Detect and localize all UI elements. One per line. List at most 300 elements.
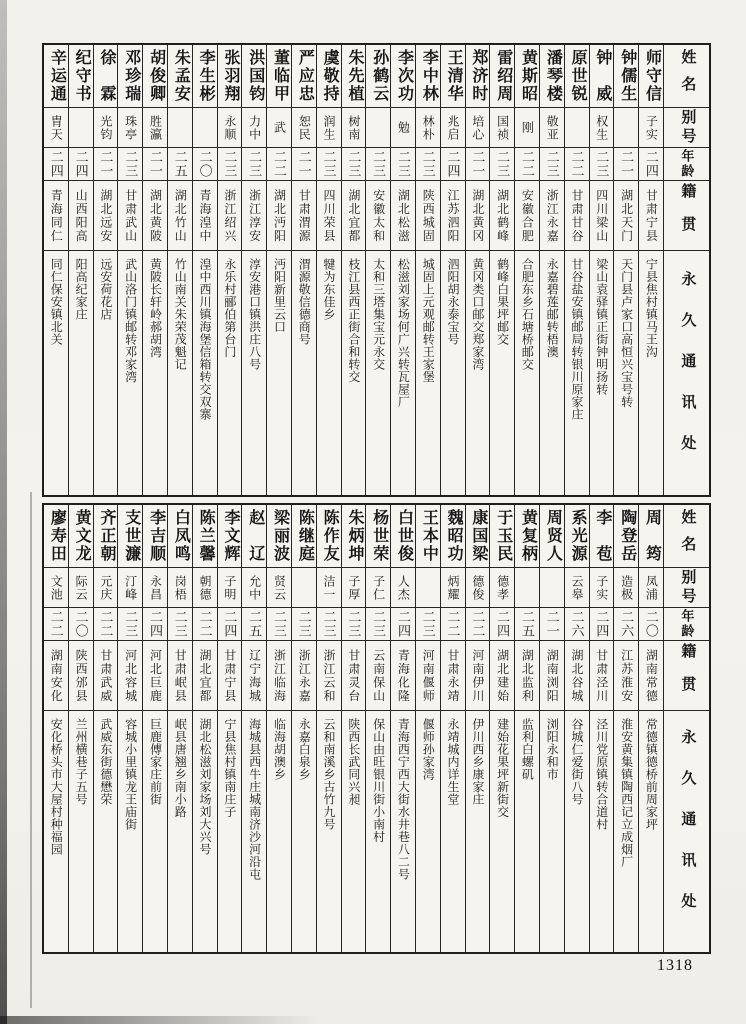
header-address xyxy=(664,711,709,952)
person-age xyxy=(540,608,564,641)
person-name xyxy=(590,45,614,108)
person-address-text: 宁县焦村镇南庄子 xyxy=(222,718,237,818)
person-name xyxy=(614,45,638,108)
person-name xyxy=(565,45,589,108)
person-alias xyxy=(639,568,663,608)
person-native-place-text: 河北容城 xyxy=(123,648,138,703)
person-age xyxy=(143,148,167,181)
person-address-text: 保山由旺银川街小南村 xyxy=(371,718,386,843)
person-address xyxy=(94,711,118,952)
person-address-text: 偃师孙家湾 xyxy=(421,718,436,781)
person-address xyxy=(614,251,638,495)
person-alias-text: 武 xyxy=(272,121,287,134)
person-alias xyxy=(342,108,366,148)
person-name-text: 陈继庭 xyxy=(296,509,314,563)
header-address xyxy=(664,251,709,495)
person-age-text: 二〇 xyxy=(643,610,659,638)
person-native-place xyxy=(44,181,68,251)
person-native-place xyxy=(490,181,514,251)
person-age xyxy=(416,608,440,641)
person-age xyxy=(342,608,366,641)
person-native-place-text: 湖北鹤峰 xyxy=(495,188,510,243)
person-alias xyxy=(193,108,217,148)
person-native-place-text: 甘肃武山 xyxy=(123,188,138,243)
person-address-text: 建始花果坪新街交 xyxy=(495,718,510,818)
person-column xyxy=(514,505,539,952)
person-age xyxy=(466,608,490,641)
person-alias xyxy=(143,568,167,608)
person-alias xyxy=(118,108,142,148)
person-address-text: 伊川西乡康家庄 xyxy=(470,718,485,806)
person-age-text: 二五 xyxy=(519,610,535,638)
header-column xyxy=(663,45,709,495)
person-address xyxy=(118,711,142,952)
person-name xyxy=(193,505,217,568)
person-age xyxy=(366,608,390,641)
person-alias xyxy=(416,108,440,148)
person-age xyxy=(391,608,415,641)
person-name-text: 董临甲 xyxy=(271,49,289,103)
person-name xyxy=(168,45,192,108)
person-column xyxy=(68,505,93,952)
person-column xyxy=(68,45,93,495)
person-age xyxy=(590,148,614,181)
header-native-place xyxy=(664,181,709,251)
person-address-text: 远安荷花店 xyxy=(98,258,113,321)
person-native-place-text: 浙江绍兴 xyxy=(222,188,237,243)
person-native-place xyxy=(366,641,390,711)
person-native-place xyxy=(317,181,341,251)
person-alias xyxy=(242,568,266,608)
person-native-place-text: 山西阳高 xyxy=(74,188,89,243)
person-address xyxy=(317,711,341,952)
person-address-text: 武山洛门镇邮转邓家湾 xyxy=(123,258,138,383)
scan-shadow-left-edge xyxy=(0,0,7,1024)
person-column xyxy=(341,45,366,495)
person-native-place-text: 陕西邠县 xyxy=(74,648,89,703)
person-address-text: 松滋刘家场何广兴转瓦屋厂 xyxy=(396,258,411,408)
person-address xyxy=(416,251,440,495)
person-column xyxy=(44,505,68,952)
person-age xyxy=(614,608,638,641)
person-alias-text: 子实 xyxy=(594,574,609,601)
person-name-text: 潘琴楼 xyxy=(544,49,562,103)
person-native-place xyxy=(614,181,638,251)
person-name xyxy=(466,45,490,108)
person-column xyxy=(266,505,291,952)
person-alias-text: 际云 xyxy=(74,574,89,601)
person-address xyxy=(218,251,242,495)
person-native-place-text: 陕西城固 xyxy=(421,188,436,243)
person-name-text: 白凤鸣 xyxy=(172,509,190,563)
person-alias-text: 凤浦 xyxy=(644,574,659,601)
person-column xyxy=(167,505,192,952)
person-native-place xyxy=(540,181,564,251)
person-native-place xyxy=(416,181,440,251)
person-column xyxy=(539,45,564,495)
person-address xyxy=(143,711,167,952)
person-alias xyxy=(565,108,589,148)
header-address-label: 永久通讯处 xyxy=(679,729,696,934)
person-address-text: 枝江县西正街合和转交 xyxy=(346,258,361,383)
person-address-text: 泾川党原镇转合道村 xyxy=(594,718,609,831)
person-name-text: 郑济时 xyxy=(469,49,487,103)
person-column xyxy=(440,45,465,495)
person-alias-text: 造极 xyxy=(619,574,634,601)
person-name xyxy=(94,45,118,108)
person-name-text: 张羽翔 xyxy=(221,49,239,103)
person-column xyxy=(613,505,638,952)
person-alias xyxy=(317,568,341,608)
person-address xyxy=(267,251,291,495)
person-column xyxy=(217,45,242,495)
person-address-text: 海城县西牛庄城南济沙河沿屯 xyxy=(247,718,262,881)
person-native-place-text: 河南偃师 xyxy=(421,648,436,703)
person-age-text: 二一 xyxy=(544,610,560,638)
scan-fold-line xyxy=(30,492,32,1008)
person-column xyxy=(589,505,614,952)
person-alias-text: 润生 xyxy=(322,114,337,141)
person-address-text: 淳安港口镇洪庄八号 xyxy=(247,258,262,371)
person-alias-text: 光钧 xyxy=(98,114,113,141)
person-name xyxy=(168,505,192,568)
person-alias xyxy=(590,568,614,608)
person-age-text: 二三 xyxy=(123,610,139,638)
person-age-text: 二三 xyxy=(420,610,436,638)
person-alias xyxy=(143,108,167,148)
person-native-place-text: 湖北沔阳 xyxy=(272,188,287,243)
person-name-text: 杨世荣 xyxy=(370,509,388,563)
person-name xyxy=(515,45,539,108)
person-name-text: 辛运通 xyxy=(48,49,66,103)
person-age-text: 二二 xyxy=(48,610,64,638)
person-age-text: 二四 xyxy=(73,150,89,178)
person-column xyxy=(415,45,440,495)
person-name-text: 雷绍周 xyxy=(494,49,512,103)
person-native-place-text: 青海化隆 xyxy=(396,648,411,703)
person-name xyxy=(267,505,291,568)
person-column xyxy=(365,45,390,495)
person-column xyxy=(465,45,490,495)
person-address xyxy=(540,251,564,495)
person-name-text: 陈作友 xyxy=(321,509,339,563)
person-native-place xyxy=(342,181,366,251)
person-column xyxy=(142,505,167,952)
person-name-text: 朱炳坤 xyxy=(345,509,363,563)
person-address-text: 城固上元观邮转王家堡 xyxy=(421,258,436,383)
person-address xyxy=(441,711,465,952)
person-address xyxy=(143,251,167,495)
person-age xyxy=(69,148,93,181)
person-native-place-text: 湖南安化 xyxy=(49,648,64,703)
page-number: 1318 xyxy=(657,957,693,974)
person-name-text: 陶登岳 xyxy=(618,509,636,563)
person-age-text: 二〇 xyxy=(73,610,89,638)
header-native-place-label: 籍贯 xyxy=(679,182,696,249)
person-alias-text: 允中 xyxy=(247,574,262,601)
person-alias xyxy=(416,568,440,608)
person-address-text: 合肥东乡石塘桥邮交 xyxy=(520,258,535,371)
person-column xyxy=(192,45,217,495)
person-age-text: 二三 xyxy=(247,150,263,178)
person-alias-text: 朝德 xyxy=(198,574,213,601)
person-address-text: 青海西宁西大街水井巷八二号 xyxy=(396,718,411,881)
person-address-text: 浏阳永和市 xyxy=(545,718,560,781)
person-name-text: 李文辉 xyxy=(221,509,239,563)
person-address-text: 容城小里镇龙王庙街 xyxy=(123,718,138,831)
person-alias-text: 林朴 xyxy=(421,114,436,141)
person-column xyxy=(316,505,341,952)
person-native-place xyxy=(193,181,217,251)
person-alias xyxy=(614,108,638,148)
person-alias-text: 永昌 xyxy=(148,574,163,601)
person-column xyxy=(117,505,142,952)
person-name xyxy=(441,45,465,108)
person-age-text: 二三 xyxy=(346,610,362,638)
person-age xyxy=(416,148,440,181)
person-column xyxy=(489,505,514,952)
person-alias-text: 文池 xyxy=(49,574,64,601)
person-age xyxy=(317,608,341,641)
person-native-place xyxy=(590,181,614,251)
person-alias-text: 勉 xyxy=(396,121,411,134)
person-address-text: 梁山袁驿镇正街钟明扬转 xyxy=(594,258,609,396)
person-alias-text: 树南 xyxy=(346,114,361,141)
person-age xyxy=(267,148,291,181)
person-native-place-text: 甘肃宁县 xyxy=(222,648,237,703)
person-column xyxy=(192,505,217,952)
header-name-label: 姓名 xyxy=(679,49,696,103)
person-age-text: 二二 xyxy=(98,610,114,638)
person-column xyxy=(564,505,589,952)
person-age-text: 二三 xyxy=(271,610,287,638)
person-age xyxy=(292,148,316,181)
person-age xyxy=(515,608,539,641)
person-native-place xyxy=(565,181,589,251)
person-alias xyxy=(342,568,366,608)
person-name xyxy=(118,45,142,108)
person-name xyxy=(590,505,614,568)
person-address-text: 常德镇德桥前周家坪 xyxy=(644,718,659,831)
person-address xyxy=(490,251,514,495)
person-column xyxy=(93,505,118,952)
person-alias-text: 岗梧 xyxy=(173,574,188,601)
person-address-text: 安化桥头市大屋村种福园 xyxy=(49,718,64,856)
person-native-place xyxy=(168,181,192,251)
person-native-place xyxy=(590,641,614,711)
person-address xyxy=(342,711,366,952)
person-name xyxy=(490,505,514,568)
person-age-text: 二二 xyxy=(271,150,287,178)
person-native-place-text: 湖北天门 xyxy=(619,188,634,243)
person-name-text: 洪国钧 xyxy=(246,49,264,103)
person-native-place xyxy=(118,641,142,711)
person-name-text: 白世俊 xyxy=(395,509,413,563)
header-native-place xyxy=(664,641,709,711)
person-name-text: 魏昭功 xyxy=(445,509,463,563)
person-age xyxy=(565,608,589,641)
header-alias xyxy=(664,108,709,148)
person-alias xyxy=(69,108,93,148)
person-address xyxy=(639,711,663,952)
person-address xyxy=(193,711,217,952)
person-alias xyxy=(218,108,242,148)
person-age xyxy=(639,148,663,181)
person-native-place xyxy=(565,641,589,711)
person-address xyxy=(466,711,490,952)
person-name xyxy=(366,45,390,108)
person-column xyxy=(415,505,440,952)
person-age-text: 二一 xyxy=(619,150,635,178)
person-alias xyxy=(515,568,539,608)
person-age-text: 二六 xyxy=(619,610,635,638)
person-age xyxy=(391,148,415,181)
person-column xyxy=(390,505,415,952)
person-name xyxy=(466,505,490,568)
person-name xyxy=(143,45,167,108)
person-age-text: 二二 xyxy=(519,150,535,178)
person-alias-text: 贤云 xyxy=(272,574,287,601)
person-address-text: 兰州横巷子五号 xyxy=(74,718,89,806)
person-name-text: 虞敬持 xyxy=(321,49,339,103)
person-address-text: 太和三塔集宝元永交 xyxy=(371,258,386,371)
person-alias-text: 权生 xyxy=(594,114,609,141)
person-age xyxy=(441,608,465,641)
person-name xyxy=(242,505,266,568)
person-native-place-text: 湖北黄冈 xyxy=(470,188,485,243)
person-native-place-text: 江苏淮安 xyxy=(619,648,634,703)
person-address xyxy=(441,251,465,495)
person-column xyxy=(390,45,415,495)
person-address xyxy=(242,711,266,952)
person-alias-text: 人杰 xyxy=(396,574,411,601)
person-address xyxy=(94,251,118,495)
person-alias-text: 胜瀛 xyxy=(148,114,163,141)
person-name xyxy=(44,505,68,568)
person-column xyxy=(365,505,390,952)
person-column xyxy=(44,45,68,495)
person-native-place-text: 浙江临海 xyxy=(272,648,287,703)
person-native-place xyxy=(540,641,564,711)
person-age xyxy=(168,148,192,181)
person-column xyxy=(167,45,192,495)
person-age xyxy=(218,608,242,641)
person-native-place-text: 湖北竹山 xyxy=(173,188,188,243)
person-address-text: 黄陂长轩岭郝胡湾 xyxy=(148,258,163,358)
person-native-place xyxy=(639,181,663,251)
person-address-text: 鹤峰白果坪邮交 xyxy=(495,258,510,346)
person-name-text: 徐 霖 xyxy=(97,49,115,103)
person-age xyxy=(490,608,514,641)
person-column xyxy=(589,45,614,495)
header-alias xyxy=(664,568,709,608)
person-native-place xyxy=(69,181,93,251)
person-address-text: 监利白螺矶 xyxy=(520,718,535,781)
person-native-place-text: 湖北远安 xyxy=(98,188,113,243)
person-age xyxy=(590,608,614,641)
person-native-place-text: 湖北宜都 xyxy=(198,648,213,703)
person-native-place xyxy=(218,181,242,251)
person-age xyxy=(94,148,118,181)
person-native-place xyxy=(267,181,291,251)
person-alias-text: 刚 xyxy=(520,121,535,134)
person-native-place xyxy=(515,641,539,711)
person-native-place-text: 安徽合肥 xyxy=(520,188,535,243)
person-native-place xyxy=(292,181,316,251)
person-column xyxy=(440,505,465,952)
person-name-text: 原世锐 xyxy=(569,49,587,103)
person-name xyxy=(490,45,514,108)
person-name xyxy=(292,45,316,108)
person-column xyxy=(291,45,316,495)
person-alias-text: 德俊 xyxy=(470,574,485,601)
person-alias-text: 洁一 xyxy=(322,574,337,601)
person-address-text: 永乐村郦伯第台门 xyxy=(222,258,237,358)
person-address xyxy=(218,711,242,952)
person-age-text: 二三 xyxy=(321,150,337,178)
person-address-text: 巨鹿傅家庄前街 xyxy=(148,718,163,806)
person-alias xyxy=(44,568,68,608)
person-native-place xyxy=(366,181,390,251)
person-address xyxy=(168,251,192,495)
person-age-text: 二〇 xyxy=(197,150,213,178)
person-name-text: 胡俊卿 xyxy=(147,49,165,103)
person-address xyxy=(490,711,514,952)
person-native-place xyxy=(242,181,266,251)
person-address xyxy=(565,251,589,495)
person-age-text: 二四 xyxy=(643,150,659,178)
person-native-place-text: 湖北黄陂 xyxy=(148,188,163,243)
person-name-text: 周 筠 xyxy=(643,509,661,563)
person-age-text: 二四 xyxy=(222,610,238,638)
person-alias xyxy=(614,568,638,608)
person-address xyxy=(466,251,490,495)
person-address-text: 同仁保安镇北关 xyxy=(49,258,64,346)
person-age xyxy=(242,608,266,641)
person-column xyxy=(613,45,638,495)
header-alias-label: 别号 xyxy=(679,108,696,147)
person-name-text: 赵 辽 xyxy=(246,509,264,563)
person-age-text: 二三 xyxy=(594,150,610,178)
person-age-text: 二三 xyxy=(296,610,312,638)
person-address xyxy=(391,711,415,952)
person-age-text: 二三 xyxy=(321,610,337,638)
person-alias xyxy=(168,108,192,148)
person-age xyxy=(218,148,242,181)
person-age-text: 二三 xyxy=(544,150,560,178)
person-address-text: 湖北松滋刘家场刘大兴号 xyxy=(198,718,213,856)
person-native-place-text: 河南伊川 xyxy=(470,648,485,703)
person-name xyxy=(391,505,415,568)
person-alias xyxy=(639,108,663,148)
person-age-text: 二三 xyxy=(123,150,139,178)
person-native-place xyxy=(94,641,118,711)
person-address-text: 湟中西川镇海堡信箱转交双寨 xyxy=(198,258,213,421)
person-name xyxy=(565,505,589,568)
person-alias xyxy=(540,568,564,608)
person-native-place-text: 甘肃甘谷 xyxy=(570,188,584,243)
person-alias-text: 永顺 xyxy=(222,114,237,141)
person-age xyxy=(614,148,638,181)
person-age xyxy=(292,608,316,641)
person-alias xyxy=(317,108,341,148)
header-name xyxy=(664,45,709,108)
person-alias xyxy=(94,568,118,608)
person-name xyxy=(317,505,341,568)
person-address-text: 沔阳新里云口 xyxy=(272,258,287,333)
person-address-text: 永嘉白泉乡 xyxy=(297,718,312,781)
person-age-text: 二二 xyxy=(197,610,213,638)
